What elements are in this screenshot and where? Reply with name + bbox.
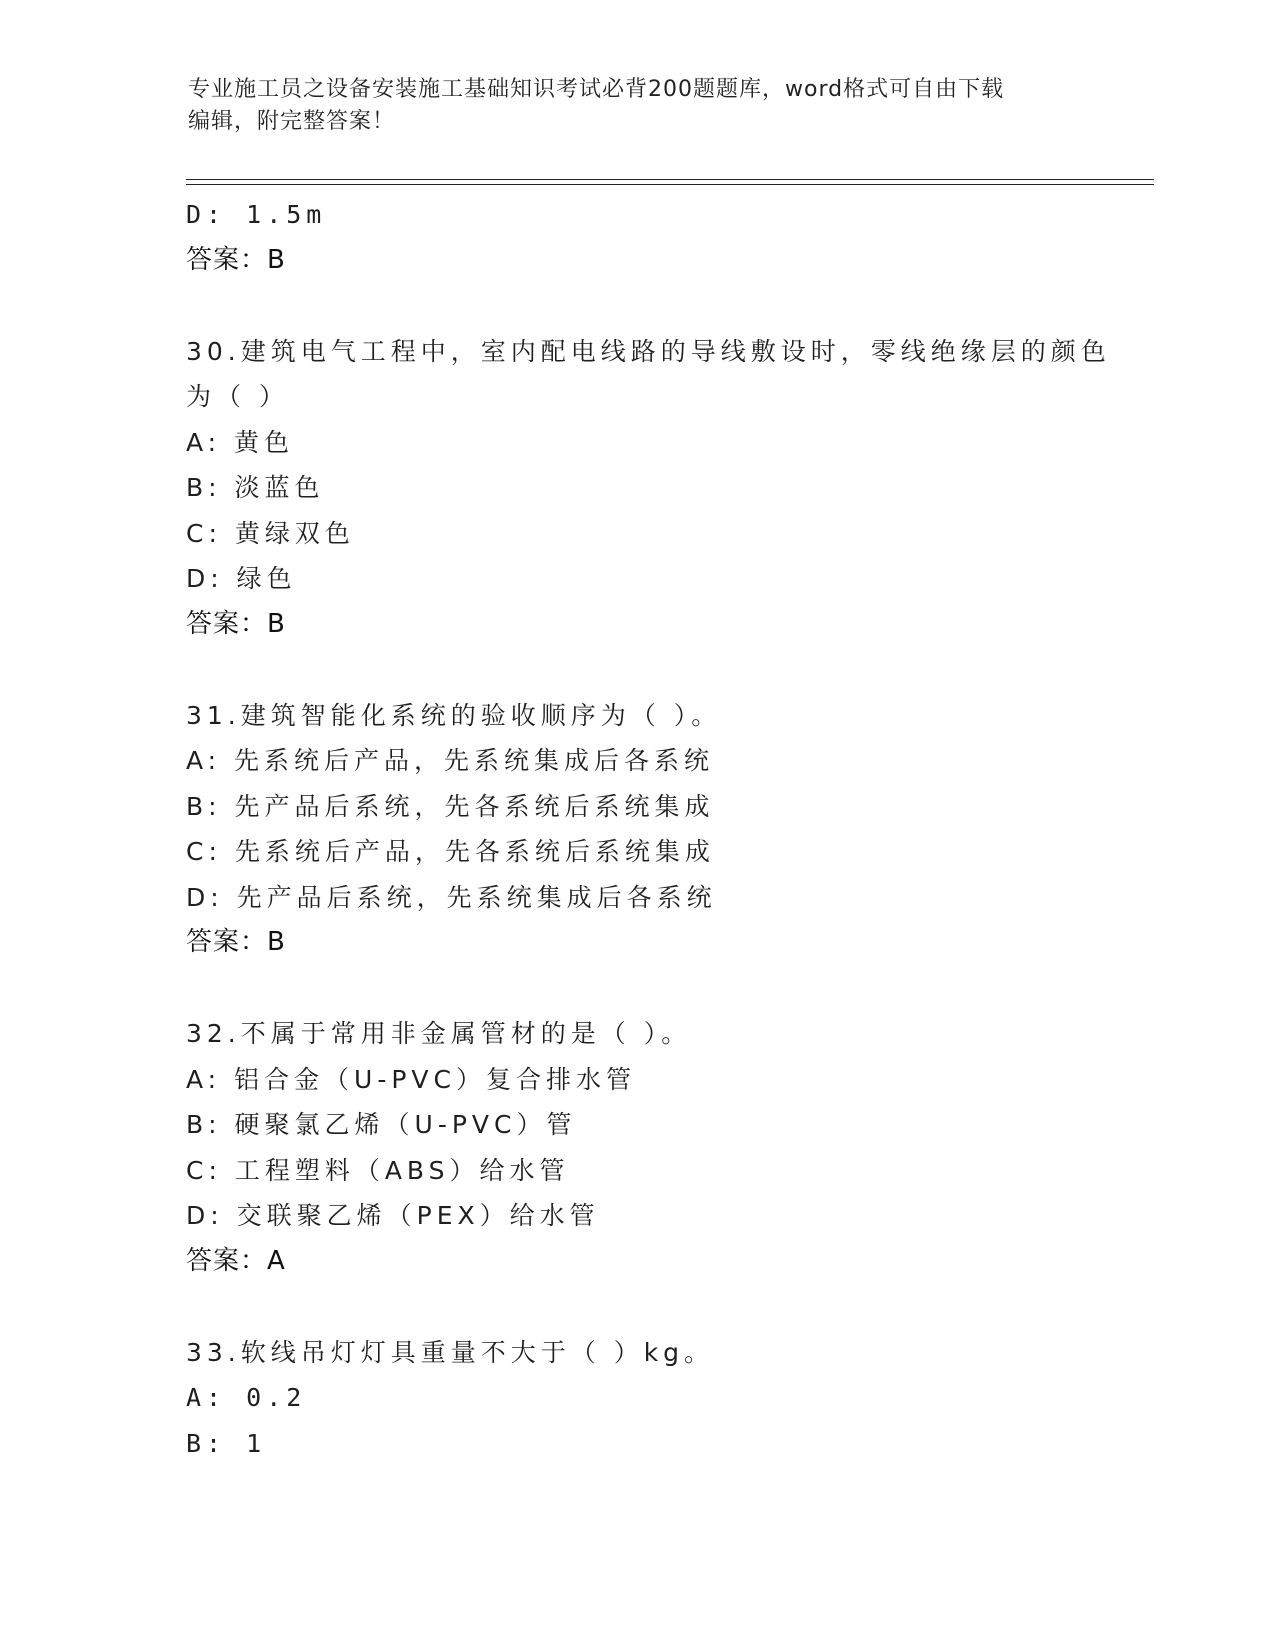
q31-option-c: C: 先系统后产品，先各系统后系统集成: [186, 837, 715, 866]
question-list: [186, 192, 1111, 1466]
q31-option-a: A: 先系统后产品，先系统集成后各系统: [186, 746, 715, 775]
question-31: [186, 693, 1106, 966]
q30-stem-line-1: 30.建筑电气工程中，室内配电线路的导线敷设时，零线绝缘层的颜色: [186, 336, 1111, 366]
spacer: [186, 966, 1106, 1012]
q32-option-c: C: 工程塑料（ABS）给水管: [186, 1155, 570, 1185]
q30-option-a: A: 黄色: [186, 427, 295, 457]
question-33: [186, 1330, 1106, 1467]
document-header: [188, 74, 1088, 138]
header-title-line-1: 专业施工员之设备安装施工基础知识考试必背200题题库，word格式可自由下载: [188, 77, 1005, 102]
q30-answer: 答案：B: [186, 608, 286, 639]
q29-option-d: D: 1.5m: [186, 200, 327, 229]
q29-answer: 答案：B: [186, 244, 286, 275]
question-30: [186, 329, 1111, 648]
q31-option-b: B: 先产品后系统，先各系统后系统集成: [186, 791, 715, 821]
q32-option-d: D: 交联聚乙烯（PEX）给水管: [186, 1201, 600, 1230]
q33-stem: 33.软线吊灯灯具重量不大于（ ）kg。: [186, 1337, 715, 1367]
spacer: [186, 647, 1106, 693]
q32-answer: 答案：A: [186, 1245, 286, 1276]
q31-stem: 31.建筑智能化系统的验收顺序为（ ）。: [186, 700, 722, 730]
spacer: [186, 283, 1106, 329]
q31-option-d: D: 先产品后系统，先系统集成后各系统: [186, 882, 717, 912]
q30-option-c: C: 黄绿双色: [186, 518, 355, 548]
q30-option-d: D: 绿色: [186, 564, 297, 593]
spacer: [186, 1284, 1106, 1330]
header-divider-top: [186, 179, 1154, 180]
question-32: [186, 1011, 1106, 1284]
q32-option-b: B: 硬聚氯乙烯（U-PVC）管: [186, 1110, 577, 1139]
header-divider-bottom: [186, 184, 1154, 185]
q33-option-a: A: 0.2: [186, 1383, 307, 1412]
q33-option-b: B: 1: [186, 1428, 267, 1458]
header-title-line-2: 编辑，附完整答案！: [188, 109, 396, 134]
q32-stem: 32.不属于常用非金属管材的是（ ）。: [186, 1019, 692, 1048]
q30-option-b: B: 淡蓝色: [186, 473, 325, 502]
q30-stem-line-2: 为（ ）: [186, 382, 289, 411]
q31-answer: 答案：B: [186, 927, 286, 957]
q32-option-a: A: 铝合金（U-PVC）复合排水管: [186, 1064, 636, 1094]
